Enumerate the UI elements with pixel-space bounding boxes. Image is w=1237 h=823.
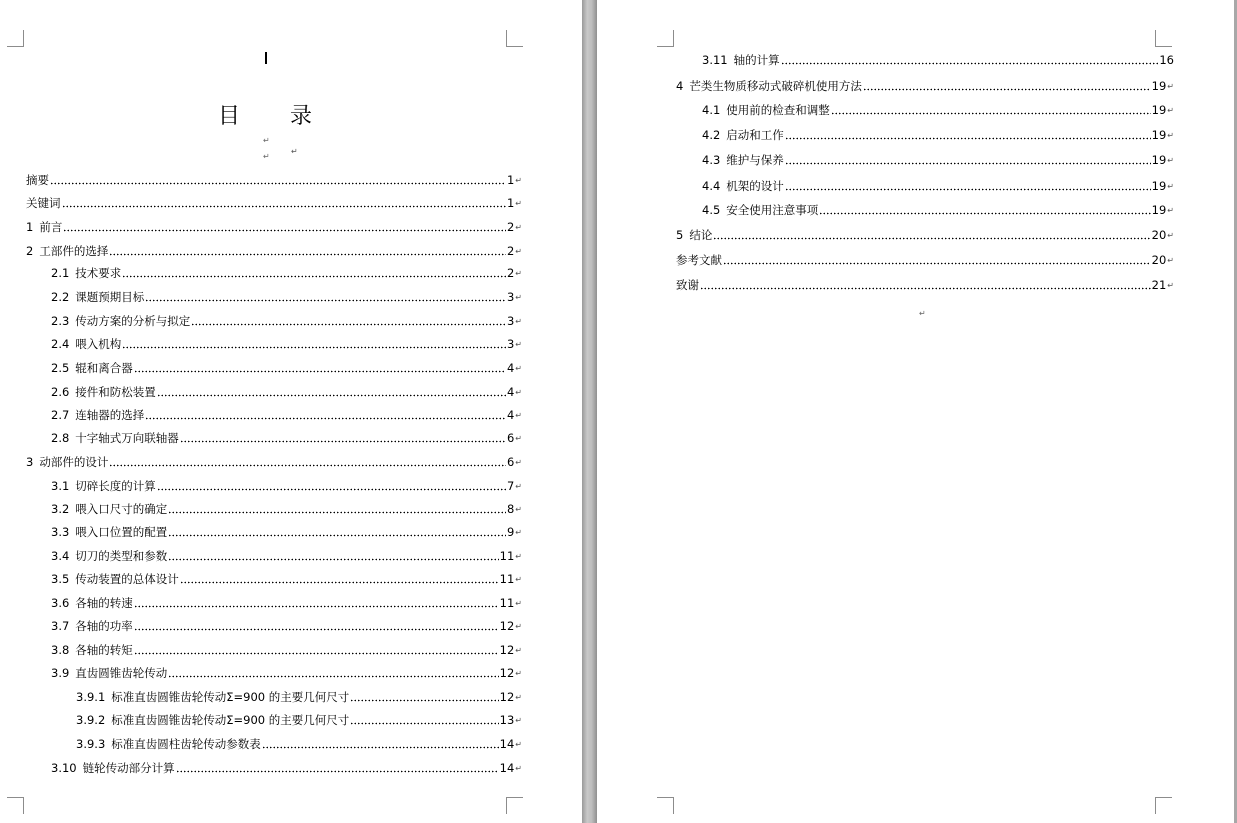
toc-entry-number: 2.3 <box>51 314 70 328</box>
toc-page-number: 3 <box>506 337 515 351</box>
page-title <box>218 102 313 156</box>
page-corner-mark <box>7 797 24 814</box>
toc-entry-number: 3.8 <box>51 643 70 657</box>
toc-page-number: 1 <box>506 196 515 210</box>
dot-leader <box>723 255 1151 265</box>
toc-entry-title: 结论 <box>689 228 713 242</box>
paragraph-mark: ↵ <box>515 552 522 561</box>
page-corner-mark <box>506 30 523 47</box>
toc-entry-number: 3.1 <box>51 479 70 493</box>
dot-leader <box>785 181 1151 191</box>
toc-page-number: 14 <box>499 761 515 775</box>
paragraph-mark: ↵ <box>515 764 522 773</box>
dot-leader <box>109 246 506 256</box>
toc-entry-number: 3.10 <box>51 761 77 775</box>
toc-page-number: 11 <box>499 596 515 610</box>
dot-leader <box>122 268 506 278</box>
toc-entry-title: 辊和离合器 <box>75 361 133 375</box>
dot-leader <box>168 527 506 537</box>
toc-entry-number: 3.2 <box>51 502 70 516</box>
toc-entry-number: 4.3 <box>702 153 721 167</box>
dot-leader <box>350 692 498 702</box>
toc-page-number: 4 <box>506 361 515 375</box>
dot-leader <box>176 763 499 773</box>
toc-page-number: 6 <box>506 431 515 445</box>
dot-leader <box>168 551 498 561</box>
toc-entry-title: 各轴的转矩 <box>75 643 133 657</box>
paragraph-mark: ↵ <box>263 152 270 161</box>
dot-leader <box>50 175 506 185</box>
paragraph-mark: ↵ <box>1167 131 1174 140</box>
page-corner-mark <box>7 30 24 47</box>
paragraph-mark: ↵ <box>515 199 522 208</box>
toc-entry-title: 十字轴式万向联轴器 <box>75 431 179 445</box>
toc-entry-title: 技术要求 <box>75 266 122 280</box>
toc-page-number: 2 <box>506 266 515 280</box>
toc-entry-number: 3.4 <box>51 549 70 563</box>
toc-entry-number: 2.1 <box>51 266 70 280</box>
toc-entry[interactable] <box>51 313 522 329</box>
toc-entry[interactable] <box>76 689 522 705</box>
toc-page-number: 12 <box>499 666 515 680</box>
toc-entry-number: 3 <box>26 455 34 469</box>
toc-entry[interactable] <box>51 571 522 587</box>
page-corner-mark <box>657 797 674 814</box>
toc-entry-title: 喂入口尺寸的确定 <box>75 502 168 516</box>
paragraph-mark: ↵ <box>515 528 522 537</box>
dot-leader <box>831 105 1151 115</box>
toc-entry-title: 动部件的设计 <box>39 455 109 469</box>
paragraph-mark: ↵ <box>263 136 270 145</box>
toc-entry-number: 4 <box>676 79 684 93</box>
page-corner-mark <box>506 797 523 814</box>
toc-entry[interactable] <box>51 265 522 281</box>
paragraph-mark: ↵ <box>515 669 522 678</box>
paragraph-mark: ↵ <box>515 740 522 749</box>
title-char-2: 录↵ <box>290 104 313 156</box>
paragraph-mark: ↵ <box>515 575 522 584</box>
dot-leader <box>180 433 506 443</box>
dot-leader <box>863 81 1151 91</box>
dot-leader <box>168 668 498 678</box>
toc-page-number: 20 <box>1151 228 1167 242</box>
toc-entry-number: 4.1 <box>702 103 721 117</box>
dot-leader <box>713 230 1150 240</box>
toc-entry[interactable] <box>26 172 522 188</box>
toc-entry-title: 标准直齿圆锥齿轮传动Σ=900 的主要几何尺寸 <box>111 690 350 704</box>
paragraph-mark: ↵ <box>515 247 522 256</box>
toc-entry[interactable] <box>26 454 522 470</box>
toc-entry[interactable] <box>51 289 522 305</box>
paragraph-mark: ↵ <box>515 482 522 491</box>
dot-leader <box>122 339 506 349</box>
toc-entry-title: 课题预期目标 <box>75 290 145 304</box>
paragraph-mark: ↵ <box>515 458 522 467</box>
toc-entry-title: 关键词 <box>26 196 61 210</box>
toc-entry[interactable] <box>26 243 522 259</box>
toc-page-number: 2 <box>506 244 515 258</box>
dot-leader <box>63 222 506 232</box>
toc-entry[interactable] <box>702 152 1174 168</box>
toc-page-number: 12 <box>499 690 515 704</box>
toc-entry-title: 喂入口位置的配置 <box>75 525 168 539</box>
toc-entry-title: 使用前的检查和调整 <box>726 103 830 117</box>
toc-entry[interactable] <box>26 219 522 235</box>
paragraph-mark: ↵ <box>515 364 522 373</box>
toc-page-number: 13 <box>499 713 515 727</box>
toc-entry[interactable] <box>676 227 1174 243</box>
toc-page-number: 4 <box>506 385 515 399</box>
page-corner-mark <box>657 30 674 47</box>
toc-entry-number: 3.9 <box>51 666 70 680</box>
toc-entry[interactable] <box>26 195 522 211</box>
toc-page-number: 19 <box>1151 179 1167 193</box>
toc-page-number: 16 <box>1159 53 1174 67</box>
toc-entry[interactable] <box>51 501 522 517</box>
toc-entry-title: 前言 <box>39 220 63 234</box>
dot-leader <box>785 130 1151 140</box>
toc-entry-title: 安全使用注意事项 <box>726 203 819 217</box>
toc-entry-title: 机架的设计 <box>726 179 784 193</box>
toc-entry-title: 传动方案的分析与拟定 <box>75 314 191 328</box>
page-corner-mark <box>1155 30 1172 47</box>
paragraph-mark: ↵ <box>919 309 926 318</box>
toc-entry-number: 4.4 <box>702 179 721 193</box>
toc-entry-number: 2.7 <box>51 408 70 422</box>
paragraph-mark: ↵ <box>515 434 522 443</box>
toc-entry-number: 3.9.3 <box>76 737 106 751</box>
toc-entry-number: 4.2 <box>702 128 721 142</box>
toc-entry-title: 各轴的转速 <box>75 596 133 610</box>
dot-leader <box>781 55 1159 65</box>
page-gap <box>582 0 597 823</box>
toc-page-number: 19 <box>1151 103 1167 117</box>
toc-page-number: 14 <box>499 737 515 751</box>
toc-entry-title: 传动装置的总体设计 <box>75 572 179 586</box>
toc-entry[interactable] <box>51 524 522 540</box>
paragraph-mark: ↵ <box>1167 206 1174 215</box>
dot-leader <box>700 280 1151 290</box>
toc-entry-title: 维护与保养 <box>726 153 784 167</box>
paragraph-mark: ↵ <box>515 340 522 349</box>
toc-entry[interactable] <box>51 407 522 423</box>
dot-leader <box>145 292 506 302</box>
toc-entry-title: 喂入机构 <box>75 337 122 351</box>
paragraph-mark: ↵ <box>515 622 522 631</box>
toc-entry-title: 各轴的功率 <box>75 619 133 633</box>
dot-leader <box>134 598 499 608</box>
dot-leader <box>62 198 506 208</box>
paragraph-mark: ↵ <box>515 223 522 232</box>
toc-page-number: 11 <box>499 549 515 563</box>
toc-entry-title: 致谢 <box>676 278 699 292</box>
toc-entry[interactable] <box>51 336 522 352</box>
toc-entry-number: 3.5 <box>51 572 70 586</box>
toc-entry-title: 切刀的类型和参数 <box>75 549 168 563</box>
toc-entry[interactable] <box>702 202 1174 218</box>
dot-leader <box>157 387 506 397</box>
toc-page-number: 3 <box>506 314 515 328</box>
dot-leader <box>819 205 1150 215</box>
dot-leader <box>109 457 506 467</box>
toc-entry-title: 启动和工作 <box>726 128 784 142</box>
toc-entry[interactable] <box>51 384 522 400</box>
paragraph-mark: ↵ <box>515 293 522 302</box>
paragraph-mark: ↵ <box>1167 156 1174 165</box>
toc-page-number: 19 <box>1151 153 1167 167</box>
paragraph-mark: ↵ <box>515 388 522 397</box>
toc-page-number: 7 <box>506 479 515 493</box>
toc-entry-number: 3.9.2 <box>76 713 106 727</box>
paragraph-mark: ↵ <box>1167 106 1174 115</box>
toc-entry[interactable] <box>702 102 1174 118</box>
toc-page-number: 8 <box>506 502 515 516</box>
toc-entry-number: 2.4 <box>51 337 70 351</box>
toc-entry-number: 2.6 <box>51 385 70 399</box>
toc-entry[interactable] <box>676 252 1174 268</box>
title-char-1: 目 <box>218 104 241 129</box>
paragraph-mark: ↵ <box>515 269 522 278</box>
dot-leader <box>134 363 506 373</box>
toc-entry-title: 链轮传动部分计算 <box>82 761 175 775</box>
paragraph-mark: ↵ <box>515 317 522 326</box>
toc-entry-number: 3.6 <box>51 596 70 610</box>
page-corner-mark <box>1155 797 1172 814</box>
toc-entry[interactable] <box>676 277 1174 293</box>
paragraph-mark: ↵ <box>1167 182 1174 191</box>
document-page-right[interactable] <box>597 0 1234 823</box>
toc-entry-title: 标准直齿圆锥齿轮传动Σ=900 的主要几何尺寸 <box>111 713 350 727</box>
toc-entry-title: 摘要 <box>26 173 49 187</box>
toc-page-number: 19 <box>1151 203 1167 217</box>
paragraph-mark: ↵ <box>515 646 522 655</box>
paragraph-mark: ↵ <box>515 411 522 420</box>
toc-entry-title: 芒类生物质移动式破碎机使用方法 <box>689 79 862 93</box>
toc-entry[interactable] <box>51 760 522 776</box>
text-cursor <box>265 52 267 64</box>
toc-page-number: 21 <box>1151 278 1167 292</box>
toc-page-number: 12 <box>499 643 515 657</box>
dot-leader <box>785 155 1151 165</box>
toc-page-number: 9 <box>506 525 515 539</box>
toc-entry[interactable] <box>702 127 1174 143</box>
paragraph-mark: ↵ <box>1167 281 1174 290</box>
toc-entry-number: 1 <box>26 220 34 234</box>
toc-entry[interactable] <box>51 665 522 681</box>
toc-entry[interactable] <box>51 478 522 494</box>
toc-entry-title: 连轴器的选择 <box>75 408 145 422</box>
paragraph-mark: ↵ <box>1167 256 1174 265</box>
toc-entry-title: 切碎长度的计算 <box>75 479 156 493</box>
paragraph-mark: ↵ <box>1167 231 1174 240</box>
toc-entry-title: 标准直齿圆柱齿轮传动参数表 <box>111 737 261 751</box>
toc-entry[interactable] <box>676 78 1174 94</box>
toc-page-number: 20 <box>1151 253 1167 267</box>
paragraph-mark: ↵ <box>1167 82 1174 91</box>
toc-entry-number: 5 <box>676 228 684 242</box>
dot-leader <box>134 621 499 631</box>
paragraph-mark: ↵ <box>515 505 522 514</box>
toc-entry-number: 2.8 <box>51 431 70 445</box>
toc-entry[interactable] <box>702 178 1174 194</box>
toc-page-number: 2 <box>506 220 515 234</box>
toc-entry-number: 3.7 <box>51 619 70 633</box>
dot-leader <box>191 316 506 326</box>
toc-entry[interactable] <box>51 595 522 611</box>
toc-page-number: 6 <box>506 455 515 469</box>
toc-entry-title: 参考文献 <box>676 253 722 267</box>
paragraph-mark: ↵ <box>515 599 522 608</box>
dot-leader <box>134 645 499 655</box>
dot-leader <box>168 504 506 514</box>
toc-entry[interactable] <box>51 430 522 446</box>
toc-entry-number: 2 <box>26 244 34 258</box>
toc-entry-title: 直齿圆锥齿轮传动 <box>75 666 168 680</box>
toc-page-number: 19 <box>1151 79 1167 93</box>
toc-entry[interactable] <box>51 642 522 658</box>
toc-entry-number: 2.2 <box>51 290 70 304</box>
dot-leader <box>180 574 499 584</box>
toc-entry[interactable] <box>76 712 522 728</box>
toc-entry-number: 4.5 <box>702 203 721 217</box>
toc-entry[interactable] <box>702 52 1174 68</box>
toc-entry-number: 3.3 <box>51 525 70 539</box>
paragraph-mark: ↵ <box>515 716 522 725</box>
toc-entry[interactable] <box>51 548 522 564</box>
toc-page-number: 19 <box>1151 128 1167 142</box>
toc-entry[interactable] <box>51 360 522 376</box>
toc-page-number: 4 <box>506 408 515 422</box>
toc-entry[interactable] <box>51 618 522 634</box>
toc-entry-title: 工部件的选择 <box>39 244 109 258</box>
dot-leader <box>145 410 506 420</box>
paragraph-mark: ↵ <box>515 176 522 185</box>
paragraph-mark: ↵ <box>515 693 522 702</box>
toc-entry-title: 轴的计算 <box>733 53 780 67</box>
toc-page-number: 12 <box>499 619 515 633</box>
toc-page-number: 1 <box>506 173 515 187</box>
toc-page-number: 3 <box>506 290 515 304</box>
dot-leader <box>157 481 506 491</box>
toc-entry-number: 2.5 <box>51 361 70 375</box>
toc-entry-number: 3.11 <box>702 53 728 67</box>
dot-leader <box>350 715 498 725</box>
toc-page-number: 11 <box>499 572 515 586</box>
toc-entry-title: 接件和防松装置 <box>75 385 156 399</box>
document-page-left[interactable] <box>0 0 582 823</box>
toc-entry-number: 3.9.1 <box>76 690 106 704</box>
dot-leader <box>262 739 499 749</box>
toc-entry[interactable] <box>76 736 522 752</box>
